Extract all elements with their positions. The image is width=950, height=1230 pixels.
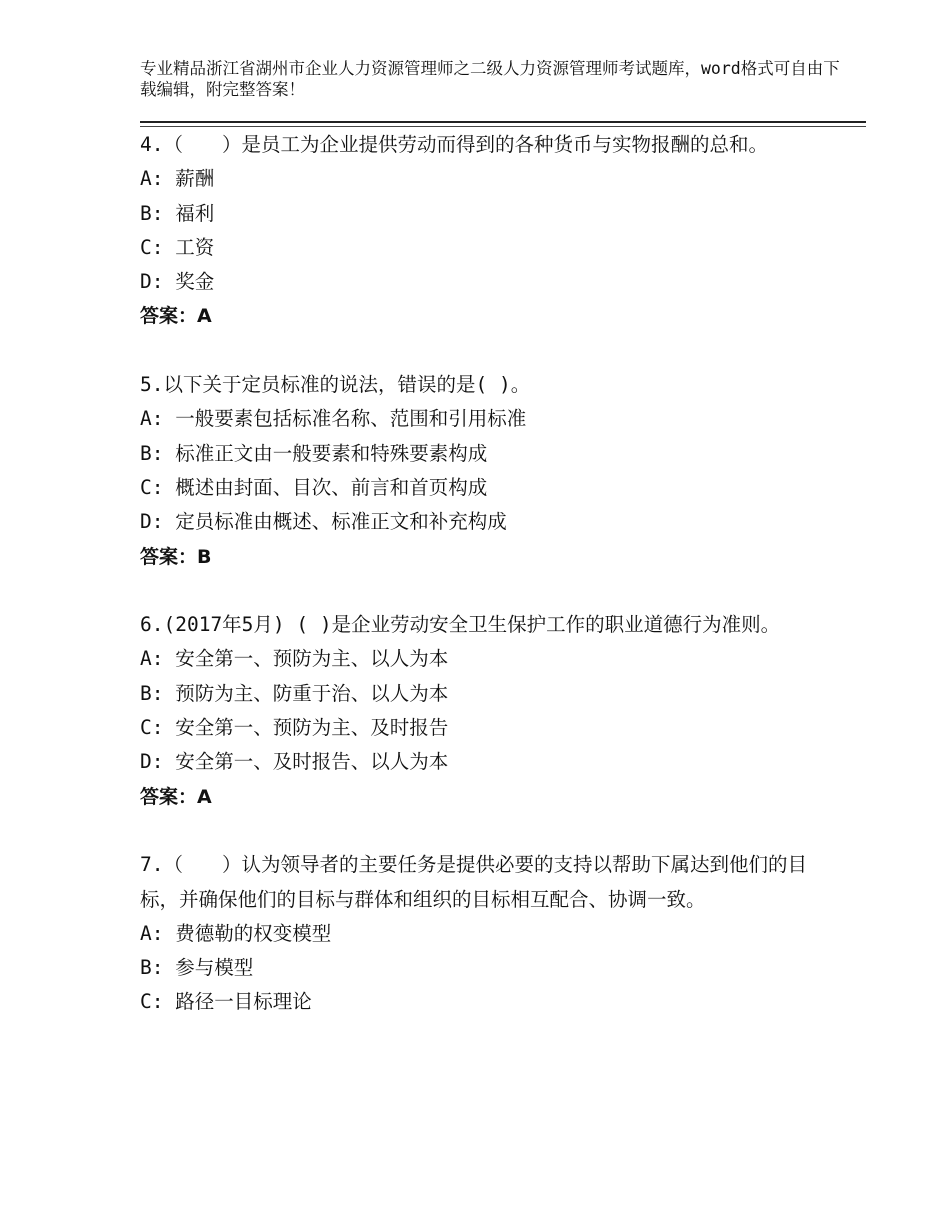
- option-d: D: 定员标准由概述、标准正文和补充构成: [140, 510, 507, 534]
- answer-line: 答案：A: [140, 305, 212, 328]
- answer-line: 答案：A: [140, 785, 212, 808]
- question-gap: [140, 574, 830, 608]
- question-gap: [140, 334, 830, 368]
- answer-line: 答案：B: [140, 545, 212, 568]
- question-7: [140, 848, 830, 1019]
- option-d: D: 安全第一、及时报告、以人为本: [140, 750, 449, 774]
- option-b: B: 福利: [140, 201, 215, 225]
- option-c: C: 安全第一、预防为主、及时报告: [140, 716, 449, 740]
- option-b: B: 预防为主、防重于治、以人为本: [140, 681, 449, 705]
- option-a: A: 薪酬: [140, 167, 215, 191]
- option-c: C: 路径一目标理论: [140, 990, 312, 1014]
- option-a: A: 一般要素包括标准名称、范围和引用标准: [140, 407, 527, 431]
- header-rule-thick: [140, 121, 866, 123]
- document-header: 专业精品浙江省湖州市企业人力资源管理师之二级人力资源管理师考试题库，word格式可自由下载编辑，附完整答案！: [140, 59, 840, 99]
- option-b: B: 标准正文由一般要素和特殊要素构成: [140, 441, 488, 465]
- option-a: A: 费德勒的权变模型: [140, 921, 332, 945]
- question-6: [140, 608, 830, 814]
- question-list: [140, 128, 830, 1020]
- option-d: D: 奖金: [140, 270, 215, 294]
- question-stem: 4.（ ）是员工为企业提供劳动而得到的各种货币与实物报酬的总和。: [140, 133, 768, 156]
- option-c: C: 概述由封面、目次、前言和首页构成: [140, 475, 488, 499]
- question-stem: 5.以下关于定员标准的说法，错误的是( )。: [140, 373, 531, 397]
- option-b: B: 参与模型: [140, 956, 254, 980]
- question-4: [140, 128, 830, 334]
- header-rule-thin: [140, 126, 866, 127]
- question-stem: 6.(2017年5月) ( )是企业劳动安全卫生保护工作的职业道德行为准则。: [140, 613, 781, 637]
- question-stem: 7.（ ）认为领导者的主要任务是提供必要的支持以帮助下属达到他们的目标，并确保他们的目标与群体和组织的目标相互配合、协调一致。: [140, 853, 807, 911]
- question-5: [140, 368, 830, 574]
- question-gap: [140, 814, 830, 848]
- option-c: C: 工资: [140, 235, 215, 259]
- option-a: A: 安全第一、预防为主、以人为本: [140, 647, 449, 671]
